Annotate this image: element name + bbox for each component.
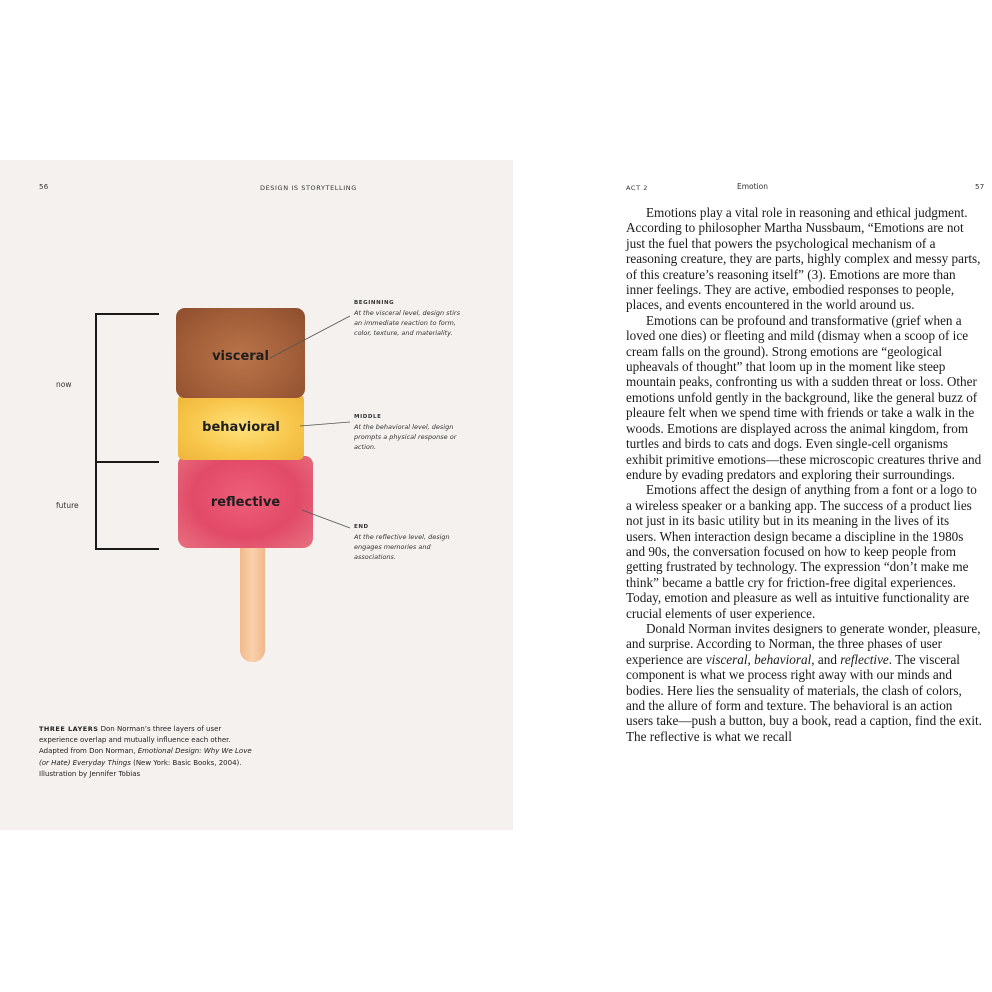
annotation-text: At the reflective level, design engages memories and associations. [354,533,450,561]
body-text [626,205,982,744]
section-title: Emotion [737,182,768,191]
annotation-heading: END [354,524,369,530]
term-behavioral: behavioral [754,651,812,667]
now-label: now [56,380,72,389]
paragraph-text: , [747,651,755,667]
term-reflective: reflective [840,651,889,667]
annotation-end [354,522,464,562]
annotation-heading: BEGINNING [354,300,395,306]
figure-caption [39,724,254,780]
paragraph-text: Donald Norman invites designers to generate wonder, pleasure, and surprise. According to Norman, the three phases of user experience are [626,620,981,667]
act-label: ACT 2 [626,184,649,192]
term-visceral: visceral [705,651,748,667]
annotation-text: At the visceral level, design stirs an immediate reaction to form, color, texture, and materiality. [354,309,460,337]
future-label: future [56,501,79,510]
paragraph [626,621,982,744]
caption-text-2: (New York: Basic Books, 2004). Illustration by Jennifer Tobias [39,758,242,778]
reflective-label: reflective [210,494,281,510]
annotation-text: At the behavioral level, design prompts a physical response or action. [354,423,457,451]
paragraph: Emotions can be profound and transformative (grief when a loved one dies) or fleeting and mild (dismay when a scoop of ice cream falls on the ground). Strong emotions are “geological upheavals of thought” that loom up in the moment like steep mountain peaks, confronting us with a sudden threat or loss. Other emotions unfold gently in the background, like the general buzz of pleaure felt when we spend time with friends or take a walk in the woods. Emotions are displayed across the animal kingdom, from turtles and birds to cats and dogs. Even single-cell organisms exhibit primitive emotions—these microscopic creatures thrive and endure by evading predators and exploring their surroundings. [626,312,982,482]
annotation-beginning [354,298,464,338]
annotation-middle [354,412,464,452]
behavioral-label: behavioral [202,419,280,435]
paragraph: Emotions play a vital role in reasoning and ethical judgment. According to philosopher Martha Nussbaum, “Emotions are not just the fuel that powers the psychological mechanism of a reasoning creature, they are parts, highly complex and messy parts, of this creature’s reasoning itself” (3). Emotions are more than inner feelings. They are active, embodied responses to people, places, and events encountered in the world around us. [626,205,981,313]
paragraph-text: , and [811,651,841,667]
visceral-label: visceral [212,348,269,364]
paragraph: Emotions affect the design of anything from a font or a logo to a wireless speaker or a banking app. The success of a product lies not just in its basic utility but in its meaning in the lives of its users. When interaction design became a discipline in the 1980s and 90s, the conversation focused on how to keep people from getting frustrated by technology. The expression “don’t make me think” became a battle cry for friction-free digital experiences. Today, emotion and pleasure as well as intuitive functionality are crucial elements of user experience. [626,482,977,621]
running-head: DESIGN IS STORYTELLING [260,184,357,192]
paragraph-text: . The visceral component is what we process right away with our minds and bodies. Here lies the sensuality of materials, the clash of colors, and the allure of form and texture. The behavioral is an action users take—push a button, buy a book, read a caption, find the exit. The reflective is what we recall [626,651,982,744]
page-number-right: 57 [975,183,985,191]
caption-label: THREE LAYERS [39,725,99,733]
caption-book-title: Emotional Design: Why We Love (or Hate) Everyday Things [39,747,252,767]
page-number-left: 56 [39,183,49,191]
caption-text-1: Don Norman’s three layers of user experience overlap and mutually influence each other. Adapted from Don Norman, [39,725,231,756]
annotation-heading: MIDDLE [354,414,382,420]
